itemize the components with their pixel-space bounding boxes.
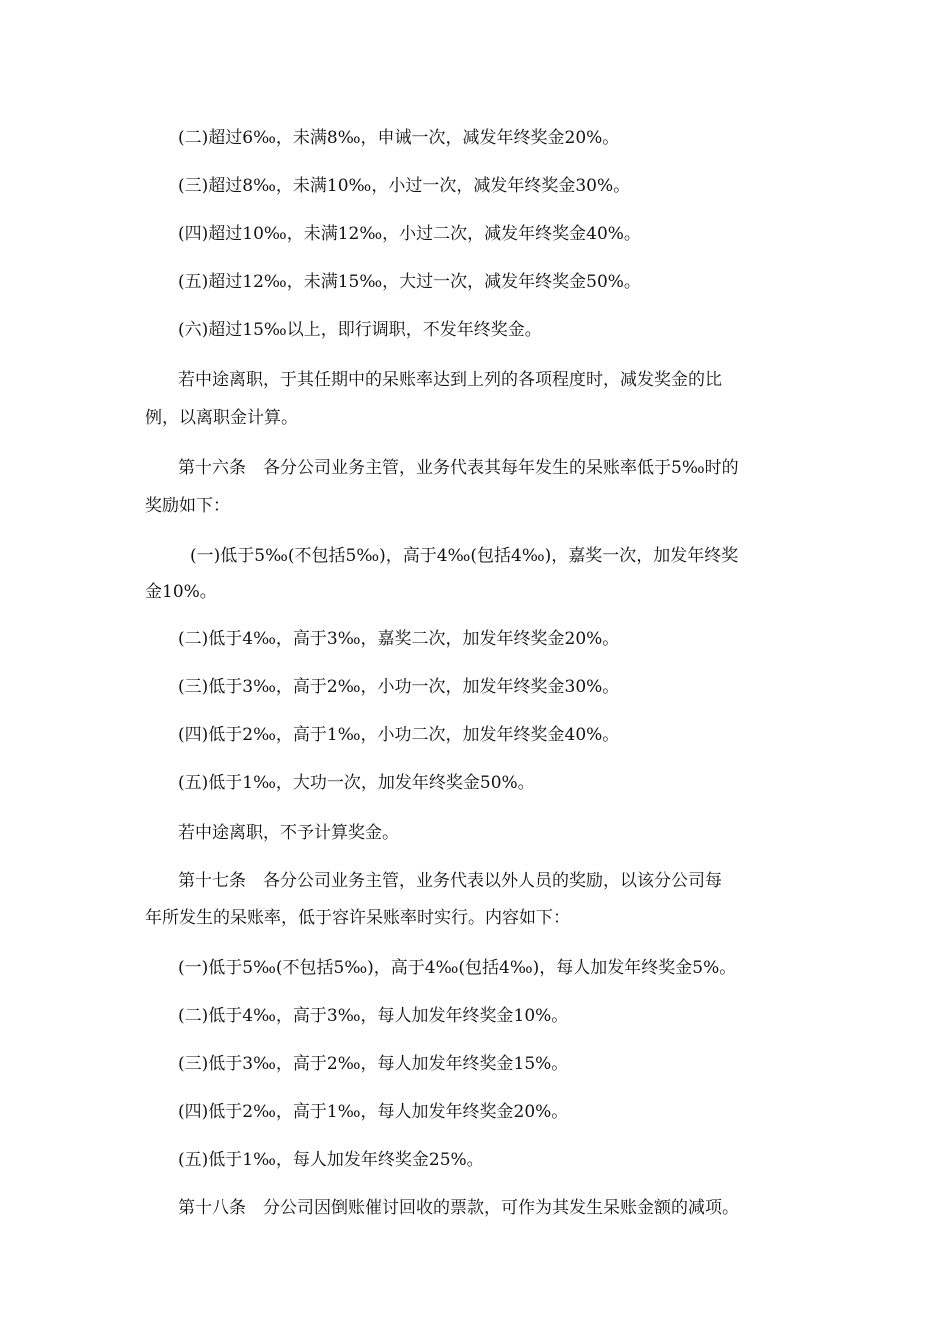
article-heading-line: 第十七条 各分公司业务主管，业务代表以外人员的奖励，以该分公司每 — [178, 871, 722, 891]
clause-line: (三)低于3‰，高于2‰，小功一次，加发年终奖金30%。 — [178, 677, 620, 697]
clause-line: (四)低于2‰，高于1‰，小功二次，加发年终奖金40%。 — [178, 725, 620, 745]
clause-line: (二)低于4‰，高于3‰，每人加发年终奖金10%。 — [178, 1006, 569, 1026]
paragraph-line: 例，以离职金计算。 — [145, 408, 298, 428]
clause-line: (一)低于5‰(不包括5‰)，高于4‰(包括4‰)，嘉奖一次，加发年终奖 — [190, 546, 739, 566]
clause-line: (六)超过15‰以上，即行调职，不发年终奖金。 — [178, 320, 542, 340]
clause-line: (三)超过8‰，未满10‰，小过一次，减发年终奖金30%。 — [178, 176, 631, 196]
clause-line: (四)超过10‰，未满12‰，小过二次，减发年终奖金40%。 — [178, 224, 641, 244]
clause-line: (二)超过6‰，未满8‰，申诫一次，减发年终奖金20%。 — [178, 128, 620, 148]
clause-line: (五)低于1‰，大功一次，加发年终奖金50%。 — [178, 773, 535, 793]
article-heading-line: 第十八条 分公司因倒账催讨回收的票款，可作为其发生呆账金额的减项。 — [178, 1198, 739, 1218]
paragraph-line: 年所发生的呆账率，低于容许呆账率时实行。内容如下： — [145, 908, 570, 928]
clause-line: (五)超过12‰，未满15‰，大过一次，减发年终奖金50%。 — [178, 272, 641, 292]
article-heading-line: 第十六条 各分公司业务主管，业务代表其每年发生的呆账率低于5‰时的 — [178, 458, 739, 478]
paragraph-line: 若中途离职，不予计算奖金。 — [178, 823, 399, 843]
paragraph-line: 奖励如下： — [145, 496, 230, 516]
clause-line: 金10%。 — [145, 582, 217, 602]
clause-line: (二)低于4‰，高于3‰，嘉奖二次，加发年终奖金20%。 — [178, 629, 620, 649]
paragraph-line: 若中途离职，于其任期中的呆账率达到上列的各项程度时，减发奖金的比 — [178, 370, 722, 390]
clause-line: (四)低于2‰，高于1‰，每人加发年终奖金20%。 — [178, 1102, 569, 1122]
clause-line: (五)低于1‰，每人加发年终奖金25%。 — [178, 1150, 484, 1170]
clause-line: (三)低于3‰，高于2‰，每人加发年终奖金15%。 — [178, 1054, 569, 1074]
clause-line: (一)低于5‰(不包括5‰)，高于4‰(包括4‰)，每人加发年终奖金5%。 — [178, 958, 737, 978]
